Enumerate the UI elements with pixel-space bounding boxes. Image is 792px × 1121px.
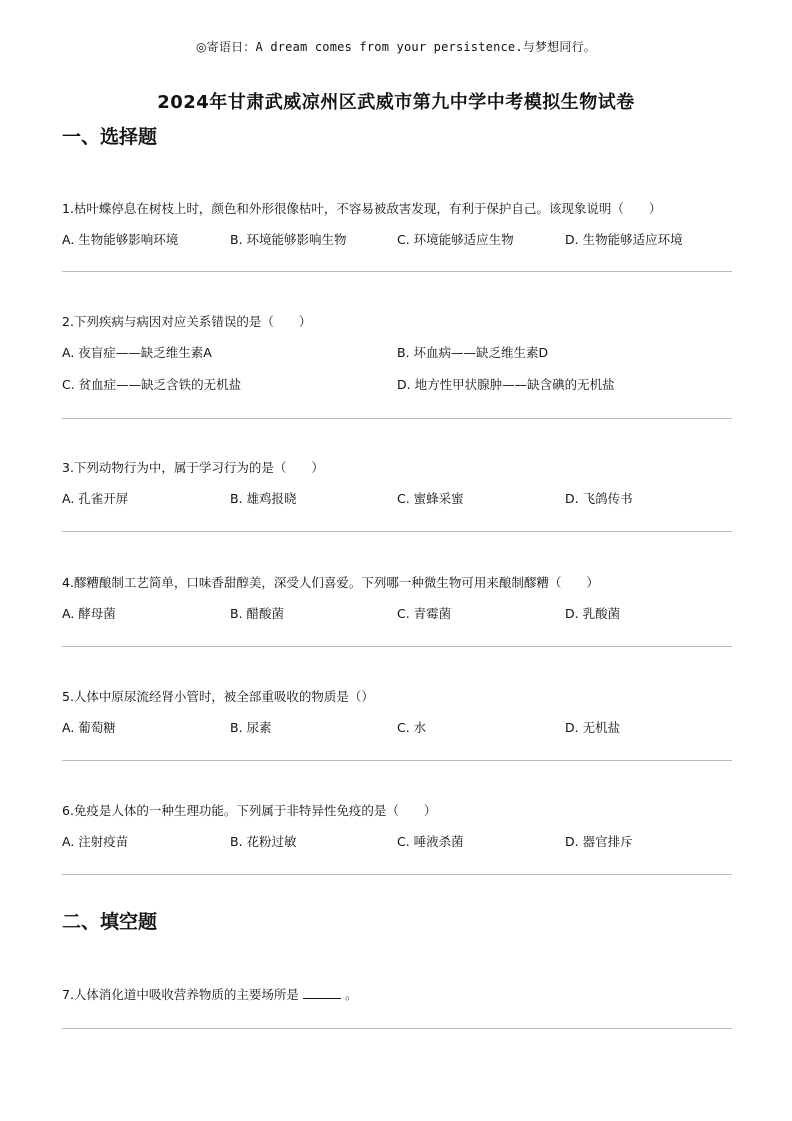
divider <box>62 418 732 419</box>
question-stem: 6.免疫是人体的一种生理功能。下列属于非特异性免疫的是（ ） <box>62 803 437 818</box>
option-d: D. 生物能够适应环境 <box>565 232 683 247</box>
option-d: D. 无机盐 <box>565 720 621 735</box>
motto-english: A dream comes from your persistence. <box>255 40 523 54</box>
question-stem: 5.人体中原尿流经肾小管时，被全部重吸收的物质是（） <box>62 689 374 704</box>
question-stem: 1.枯叶蝶停息在树枝上时，颜色和外形很像枯叶，不容易被敌害发现，有利于保护自己。该现象说明（ ） <box>62 201 662 216</box>
question-stem: 4.醪糟酿制工艺简单，口味香甜醇美，深受人们喜爱。下列哪一种微生物可用来酿制醪糟（ ） <box>62 575 599 590</box>
option-c: C. 唾液杀菌 <box>397 834 464 849</box>
option-a: A. 生物能够影响环境 <box>62 232 179 247</box>
option-b: B. 雄鸡报晓 <box>230 491 297 506</box>
options-row <box>62 490 732 508</box>
option-c: C. 贫血症——缺乏含铁的无机盐 <box>62 377 242 392</box>
divider <box>62 874 732 875</box>
option-d: D. 地方性甲状腺肿——缺含碘的无机盐 <box>397 377 615 392</box>
section-heading-choice: 一、选择题 <box>62 126 158 148</box>
option-a: A. 孔雀开屏 <box>62 491 129 506</box>
question-5 <box>62 688 732 737</box>
question-6 <box>62 802 732 851</box>
stem-before-blank: 7.人体消化道中吸收营养物质的主要场所是 <box>62 987 299 1002</box>
option-b: B. 花粉过敏 <box>230 834 297 849</box>
question-4 <box>62 574 732 623</box>
option-d: D. 飞鸽传书 <box>565 491 633 506</box>
motto-chinese: 与梦想同行。 <box>522 40 596 54</box>
header-motto <box>0 38 792 55</box>
question-3 <box>62 459 732 508</box>
section-heading-fill: 二、填空题 <box>62 911 158 933</box>
question-2 <box>62 313 732 394</box>
option-a: A. 酵母菌 <box>62 606 116 621</box>
options-row <box>62 605 732 623</box>
options-row <box>62 231 732 249</box>
document-title: 2024年甘肃武威凉州区武威市第九中学中考模拟生物试卷 <box>157 92 635 113</box>
divider <box>62 531 732 532</box>
options-row <box>62 719 732 737</box>
option-c: C. 青霉菌 <box>397 606 452 621</box>
option-b: B. 环境能够影响生物 <box>230 232 347 247</box>
stem-after-blank: 。 <box>344 987 358 1002</box>
question-1 <box>62 200 732 249</box>
question-stem <box>62 986 732 1004</box>
option-c: C. 蜜蜂采蜜 <box>397 491 464 506</box>
option-b: B. 醋酸菌 <box>230 606 285 621</box>
question-7 <box>62 986 732 1004</box>
option-c: C. 环境能够适应生物 <box>397 232 514 247</box>
option-a: A. 葡萄糖 <box>62 720 116 735</box>
option-a: A. 注射疫苗 <box>62 834 129 849</box>
option-d: D. 乳酸菌 <box>565 606 621 621</box>
option-a: A. 夜盲症——缺乏维生素A <box>62 345 212 360</box>
option-b: B. 坏血病——缺乏维生素D <box>397 345 549 360</box>
question-stem: 3.下列动物行为中，属于学习行为的是（ ） <box>62 460 324 475</box>
option-c: C. 水 <box>397 720 427 735</box>
option-b: B. 尿素 <box>230 720 272 735</box>
divider <box>62 1028 732 1029</box>
divider <box>62 646 732 647</box>
question-stem: 2.下列疾病与病因对应关系错误的是（ ） <box>62 314 312 329</box>
options-grid <box>62 344 732 394</box>
divider <box>62 760 732 761</box>
motto-prefix: ◎寄语日： <box>196 40 256 54</box>
options-row <box>62 833 732 851</box>
answer-blank <box>303 986 341 999</box>
divider <box>62 271 732 272</box>
option-d: D. 器官排斥 <box>565 834 633 849</box>
